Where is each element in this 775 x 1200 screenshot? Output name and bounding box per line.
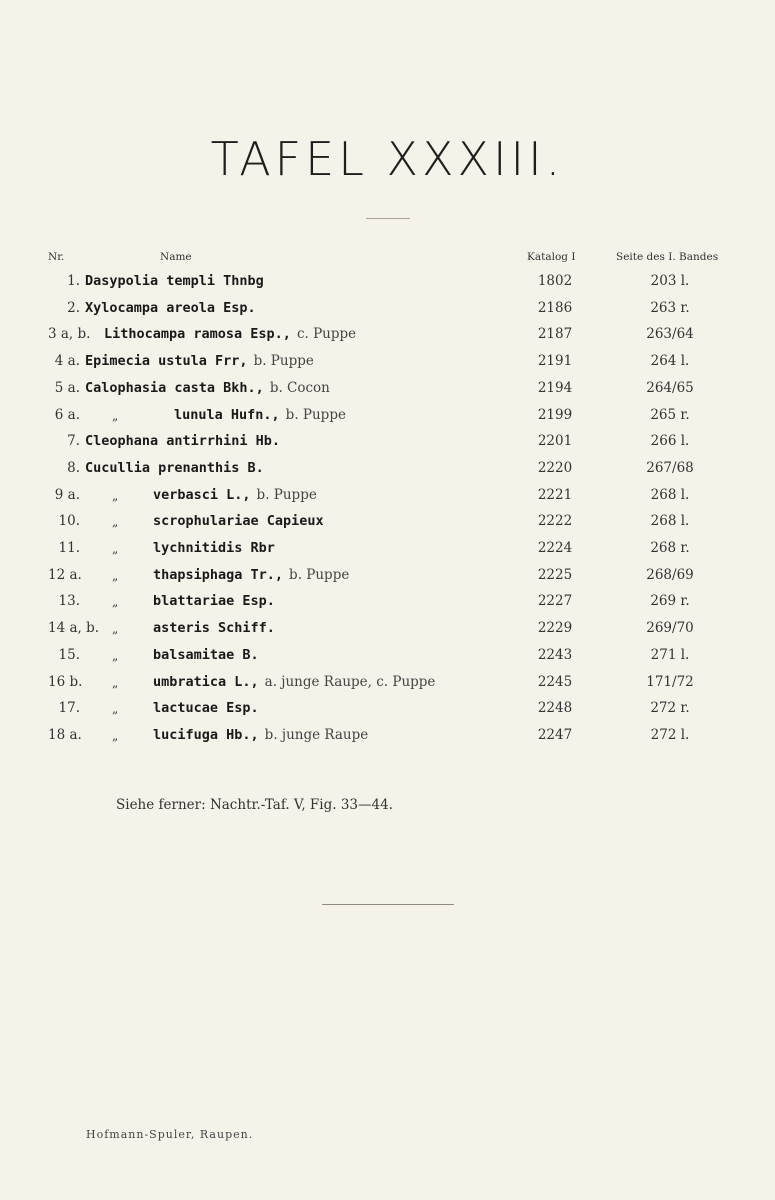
species-name: umbratica L., <box>153 674 259 690</box>
row-name-cell <box>112 567 350 583</box>
row-number: 10. <box>58 513 80 529</box>
katalog-number: 2248 <box>537 700 573 716</box>
species-name: scrophulariae Capieux <box>153 513 324 529</box>
katalog-number: 2201 <box>537 433 573 449</box>
table-row <box>0 567 775 589</box>
table-row <box>0 460 775 482</box>
ditto-mark: „ <box>112 515 119 529</box>
row-number: 15. <box>58 647 80 663</box>
page-reference: 269 r. <box>650 593 690 609</box>
row-name-cell <box>104 326 356 342</box>
stage-note: b. Puppe <box>285 407 346 423</box>
katalog-number: 2221 <box>537 487 573 503</box>
stage-note: a. junge Raupe, c. Puppe <box>264 674 436 690</box>
row-number: 8. <box>67 460 80 476</box>
page-reference: 272 l. <box>650 727 690 743</box>
species-name: Calophasia casta Bkh., <box>85 380 264 396</box>
row-number: 5 a. <box>54 380 80 396</box>
row-name-cell <box>112 647 259 663</box>
species-name: Dasypolia templi Thnbg <box>85 273 264 289</box>
table-row <box>0 380 775 402</box>
stage-note: c. Puppe <box>296 326 357 342</box>
table-row <box>0 433 775 455</box>
row-name-cell <box>85 380 330 396</box>
header-nr: Nr. <box>48 251 65 263</box>
row-number: 2. <box>67 300 80 316</box>
stage-note: b. junge Raupe <box>264 727 369 743</box>
row-number: 11. <box>58 540 80 556</box>
table-row <box>0 540 775 562</box>
row-number: 1. <box>67 273 80 289</box>
page-reference: 267/68 <box>646 460 694 476</box>
ditto-mark: „ <box>112 595 119 609</box>
species-name: lucifuga Hb., <box>153 727 259 743</box>
table-row <box>0 487 775 509</box>
header-katalog: Katalog I <box>527 251 576 263</box>
species-name: Cleophana antirrhini Hb. <box>85 433 281 449</box>
katalog-number: 2229 <box>537 620 573 636</box>
stage-note: b. Cocon <box>269 380 330 396</box>
page-reference: 268/69 <box>646 567 694 583</box>
footer-credit: Hofmann-Spuler, Raupen. <box>86 1128 254 1141</box>
row-name-cell <box>85 460 264 476</box>
page-reference: 268 r. <box>650 540 690 556</box>
page-reference: 268 l. <box>650 487 690 503</box>
ditto-mark: „ <box>112 702 119 716</box>
table-row <box>0 700 775 722</box>
katalog-number: 2187 <box>537 326 573 342</box>
species-name: Cucullia prenanthis B. <box>85 460 264 476</box>
katalog-number: 2199 <box>537 407 573 423</box>
ditto-mark: „ <box>112 409 119 423</box>
page-reference: 203 l. <box>650 273 690 289</box>
table-row <box>0 326 775 348</box>
row-name-cell <box>85 273 264 289</box>
bottom-divider <box>322 904 454 905</box>
table-row <box>0 353 775 375</box>
stage-note: b. Puppe <box>289 567 350 583</box>
row-name-cell <box>112 593 275 609</box>
katalog-number: 2243 <box>537 647 573 663</box>
row-name-cell <box>112 540 275 556</box>
page-reference: 265 r. <box>650 407 690 423</box>
katalog-number: 2194 <box>537 380 573 396</box>
page-reference: 264 l. <box>650 353 690 369</box>
row-number: 3 a, b. <box>48 326 91 342</box>
table-row <box>0 300 775 322</box>
ditto-mark: „ <box>112 729 119 743</box>
table-row <box>0 513 775 535</box>
page-reference: 263/64 <box>646 326 694 342</box>
row-name-cell <box>112 700 259 716</box>
row-number: 13. <box>58 593 80 609</box>
katalog-number: 2220 <box>537 460 573 476</box>
ditto-mark: „ <box>112 622 119 636</box>
header-seite: Seite des I. Bandes <box>616 251 719 263</box>
katalog-number: 2224 <box>537 540 573 556</box>
table-row <box>0 620 775 642</box>
page-reference: 263 r. <box>650 300 690 316</box>
stage-note: b. Puppe <box>253 353 314 369</box>
species-name: balsamitae B. <box>153 647 259 663</box>
row-name-cell <box>112 407 346 423</box>
katalog-number: 2245 <box>537 674 573 690</box>
row-number: 18 a. <box>48 727 82 743</box>
row-number: 14 a, b. <box>48 620 100 636</box>
species-name: verbasci L., <box>153 487 251 503</box>
row-name-cell <box>112 620 275 636</box>
header-name: Name <box>160 251 192 263</box>
table-row <box>0 674 775 696</box>
table-row <box>0 407 775 429</box>
page-reference: 272 r. <box>650 700 690 716</box>
page-reference: 271 l. <box>650 647 690 663</box>
page-title: TAFEL XXXIII. <box>210 132 565 186</box>
row-name-cell <box>112 674 436 690</box>
katalog-number: 2225 <box>537 567 573 583</box>
species-name: lychnitidis Rbr <box>153 540 275 556</box>
ditto-mark: „ <box>112 676 119 690</box>
katalog-number: 2186 <box>537 300 573 316</box>
table-row <box>0 727 775 749</box>
species-name: lactucae Esp. <box>153 700 259 716</box>
species-name: thapsiphaga Tr., <box>153 567 284 583</box>
page-reference: 264/65 <box>646 380 694 396</box>
row-name-cell <box>85 433 280 449</box>
row-name-cell <box>112 513 324 529</box>
stage-note: b. Puppe <box>256 487 317 503</box>
row-number: 4 a. <box>54 353 80 369</box>
ditto-mark: „ <box>112 489 119 503</box>
ditto-mark: „ <box>112 569 119 583</box>
species-name: asteris Schiff. <box>153 620 275 636</box>
table-row <box>0 647 775 669</box>
table-row <box>0 593 775 615</box>
row-number: 12 a. <box>48 567 82 583</box>
species-name: Xylocampa areola Esp. <box>85 300 256 316</box>
page-reference: 269/70 <box>646 620 694 636</box>
see-also-note: Siehe ferner: Nachtr.-Taf. V, Fig. 33—44. <box>116 797 393 813</box>
katalog-number: 1802 <box>537 273 573 289</box>
title-divider <box>366 218 410 219</box>
page-reference: 266 l. <box>650 433 690 449</box>
page-reference: 171/72 <box>646 674 694 690</box>
ditto-mark: „ <box>112 542 119 556</box>
row-name-cell <box>85 353 314 369</box>
katalog-number: 2247 <box>537 727 573 743</box>
row-name-cell <box>112 727 369 743</box>
row-number: 6 a. <box>54 407 80 423</box>
species-name: Lithocampa ramosa Esp., <box>104 326 291 342</box>
row-number: 16 b. <box>48 674 83 690</box>
katalog-number: 2222 <box>537 513 573 529</box>
row-number: 9 a. <box>54 487 80 503</box>
species-name: lunula Hufn., <box>174 407 280 423</box>
row-name-cell <box>85 300 256 316</box>
row-name-cell <box>112 487 317 503</box>
row-number: 17. <box>58 700 80 716</box>
page-reference: 268 l. <box>650 513 690 529</box>
species-name: Epimecia ustula Frr, <box>85 353 248 369</box>
species-name: blattariae Esp. <box>153 593 275 609</box>
row-number: 7. <box>67 433 80 449</box>
katalog-number: 2191 <box>537 353 573 369</box>
katalog-number: 2227 <box>537 593 573 609</box>
table-row <box>0 273 775 295</box>
ditto-mark: „ <box>112 649 119 663</box>
